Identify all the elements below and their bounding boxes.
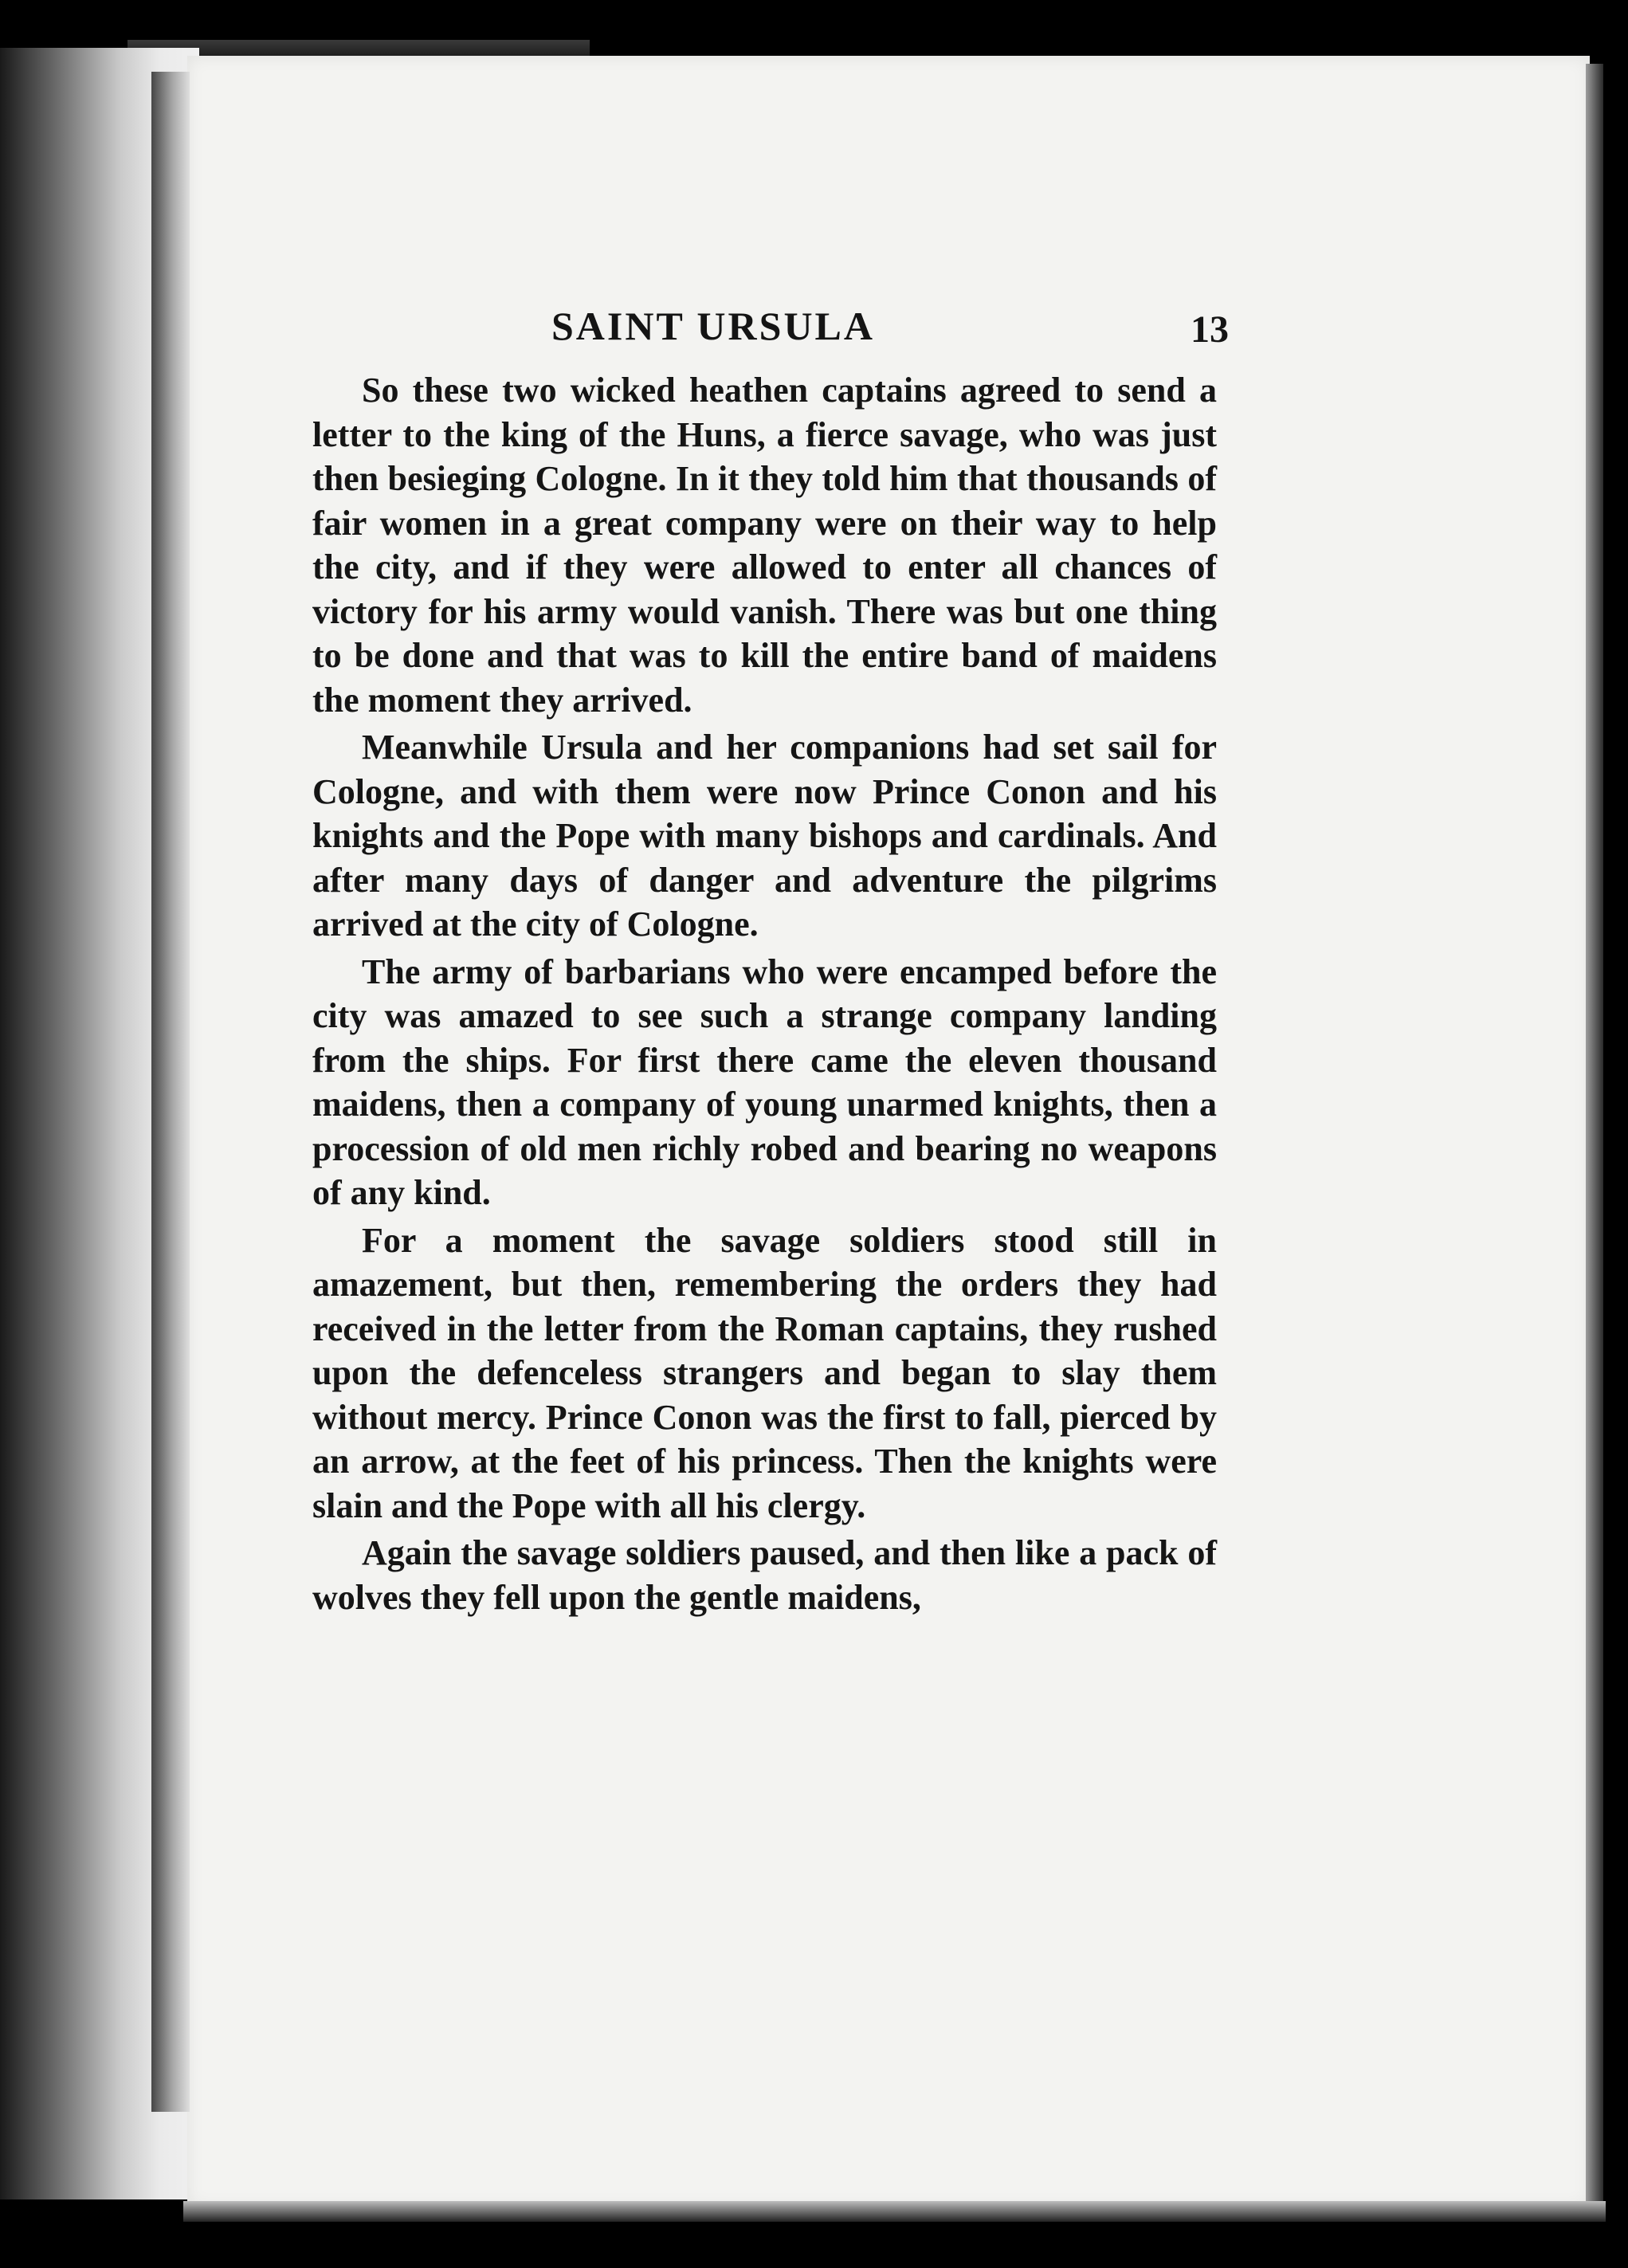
page-bottom-edge — [183, 2201, 1606, 2222]
running-title: SAINT URSULA — [551, 304, 876, 348]
binding-shadow — [151, 72, 190, 2112]
paragraph: The army of barbarians who were encamped before the city was amazed to see such a strange company landing from the ships. For first there came the eleven thousand maidens, then a company of young unarmed knights, then a procession of old men richly robed and bearing no weapons of any kind. — [312, 952, 1217, 1212]
paragraph: Again the savage soldiers paused, and then like a pack of wolves they fell upon the gentle maidens, — [312, 1533, 1217, 1617]
page-right-edge — [1586, 64, 1603, 2207]
running-head — [312, 303, 1229, 367]
body-text — [312, 368, 1217, 1623]
paragraph: Meanwhile Ursula and her companions had set sail for Cologne, and with them were now Prince Conon and his knights and the Pope with many bishops and cardinals. And after many days of danger and adventure the pilgrims arrived at the city of Cologne. — [312, 728, 1217, 944]
page-number: 13 — [1191, 308, 1229, 351]
paragraph: For a moment the savage soldiers stood still in amazement, but then, remembering the orders they had received in the letter from the Roman captains, they rushed upon the defenceless strangers and began to slay them without mercy. Prince Conon was the first to fall, pierced by an arrow, at the feet of his princess. Then the knights were slain and the Pope with all his clergy. — [312, 1220, 1217, 1525]
paragraph: So these two wicked heathen captains agreed to send a letter to the king of the Huns, a fierce savage, who was just then besieging Cologne. In it they told him that thousands of fair women in a great company were on their way to help the city, and if they were allowed to enter all chances of victory for his army would vanish. There was but one thing to be done and that was to kill the entire band of maidens the moment they arrived. — [312, 371, 1217, 720]
